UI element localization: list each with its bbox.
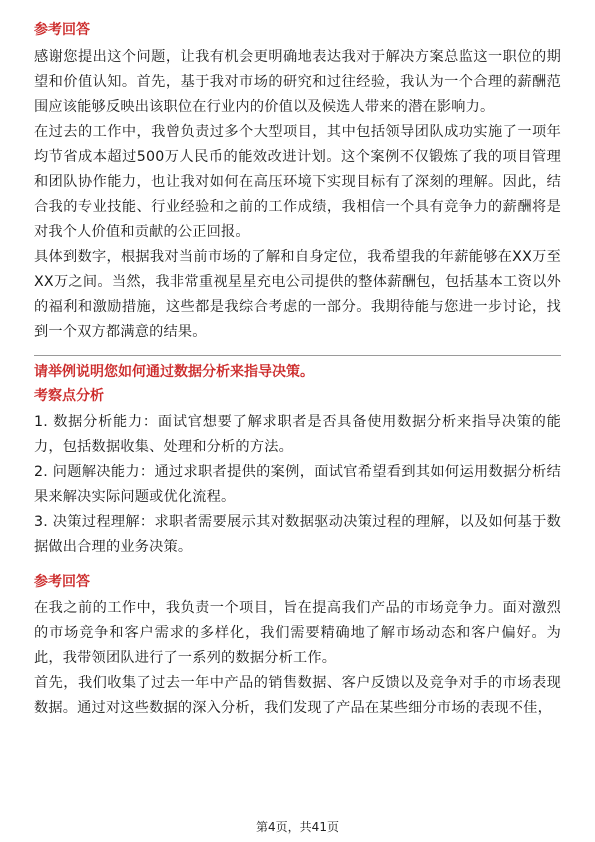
- analysis-point: 2. 问题解决能力：通过求职者提供的案例，面试官希望看到其如何运用数据分析结果来解决实际问题或优化流程。: [34, 464, 561, 505]
- page-number-footer: 第4页，共41页: [256, 820, 339, 834]
- analysis-point: 3. 决策过程理解：求职者需要展示其对数据驱动决策过程的理解，以及如何基于数据做出合理的业务决策。: [34, 514, 561, 555]
- section-heading-reference-answer: 参考回答: [34, 22, 90, 38]
- section-divider: [34, 355, 561, 356]
- document-page: [34, 20, 561, 721]
- section-heading-reference-answer: 参考回答: [34, 574, 90, 590]
- answer-paragraph: 具体到数字，根据我对当前市场的了解和自身定位，我希望我的年薪能够在XX万至XX万之间。当然，我非常重视星星充电公司提供的整体薪酬包，包括基本工资以外的福利和激励措施，这些都是我综合考虑的一部分。我期待能与您进一步讨论，找到一个双方都满意的结果。: [34, 249, 561, 340]
- analysis-point: 1. 数据分析能力：面试官想要了解求职者是否具备使用数据分析来指导决策的能力，包括数据收集、处理和分析的方法。: [34, 414, 561, 455]
- question-title: 请举例说明您如何通过数据分析来指导决策。: [34, 364, 314, 380]
- answer-paragraph: 感谢您提出这个问题，让我有机会更明确地表达我对于解决方案总监这一职位的期望和价值认知。首先，基于我对市场的研究和过往经验，我认为一个合理的薪酬范围应该能够反映出该职位在行业内的价值以及候选人带来的潜在影响力。: [34, 49, 561, 115]
- answer-paragraph: 在过去的工作中，我曾负责过多个大型项目，其中包括领导团队成功实施了一项年均节省成本超过500万人民币的能效改进计划。这个案例不仅锻炼了我的项目管理和团队协作能力，也让我对如何在高压环境下实现目标有了深刻的理解。因此，结合我的专业技能、行业经验和之前的工作成绩，我相信一个具有竞争力的薪酬将是对我个人价值和贡献的公正回报。: [34, 124, 561, 240]
- answer-paragraph: 首先，我们收集了过去一年中产品的销售数据、客户反馈以及竞争对手的市场表现数据。通过对这些数据的深入分析，我们发现了产品在某些细分市场的表现不佳，: [34, 675, 561, 716]
- answer-paragraph: 在我之前的工作中，我负责一个项目，旨在提高我们产品的市场竞争力。面对激烈的市场竞争和客户需求的多样化，我们需要精确地了解市场动态和客户偏好。为此，我带领团队进行了一系列的数据分析工作。: [34, 600, 561, 666]
- section-heading-analysis: 考察点分析: [34, 388, 104, 404]
